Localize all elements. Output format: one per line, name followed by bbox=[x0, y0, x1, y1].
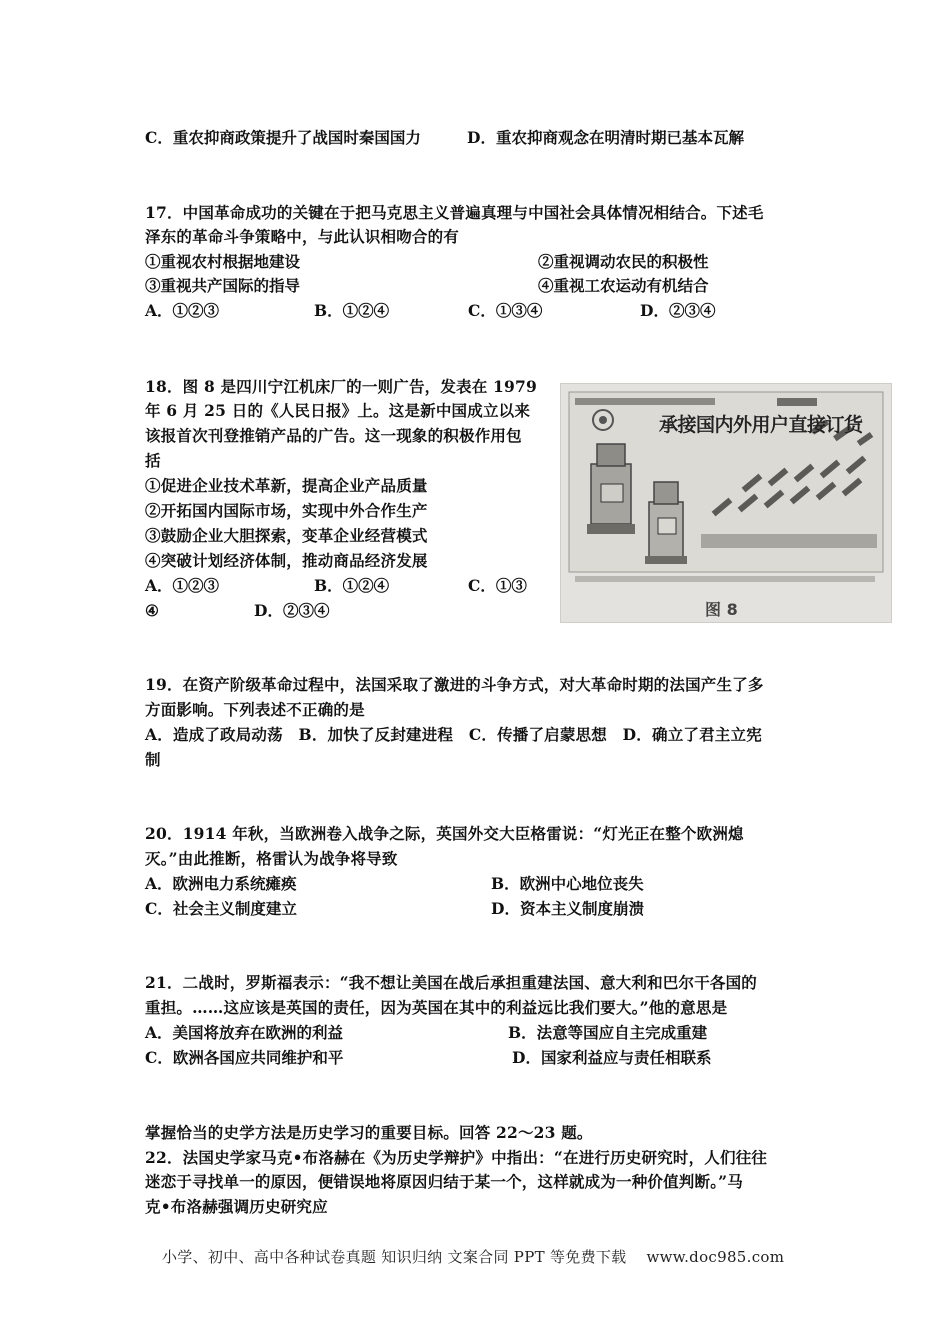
q22-stem-line-3: 克•布洛赫强调历史研究应 bbox=[145, 1197, 328, 1216]
q18-option-c: C．①③ bbox=[468, 576, 527, 595]
q18-stem-line-2: 年 6 月 25 日的《人民日报》上。这是新中国成立以来 bbox=[145, 401, 531, 420]
q17-item-2: ②重视调动农民的积极性 bbox=[538, 252, 709, 271]
q20-option-d: D．资本主义制度崩溃 bbox=[491, 899, 644, 918]
newspaper-ad-figure bbox=[560, 383, 892, 623]
q17-item-1: ①重视农村根据地建设 bbox=[145, 252, 301, 271]
q20-option-c: C．社会主义制度建立 bbox=[145, 899, 297, 918]
page-footer bbox=[162, 1246, 784, 1267]
q18-stem-line-3: 该报首次刊登推销产品的广告。这一现象的积极作用包 bbox=[145, 426, 522, 445]
q21-option-b: B．法意等国应自主完成重建 bbox=[508, 1023, 708, 1042]
q18-option-c-cont: ④ bbox=[145, 601, 159, 620]
q21-stem-line-2: 重担。……这应该是英国的责任，因为英国在其中的利益远比我们要大。”他的意思是 bbox=[145, 998, 728, 1017]
q21-option-a: A．美国将放弃在欧洲的利益 bbox=[145, 1023, 344, 1042]
figure-caption: 图 8 bbox=[705, 600, 738, 619]
q18-option-a: A．①②③ bbox=[145, 576, 220, 595]
q18-stem-line-4: 括 bbox=[145, 451, 161, 470]
q16-option-d: D．重农抑商观念在明清时期已基本瓦解 bbox=[467, 128, 744, 147]
q18-item-4: ④突破计划经济体制，推动商品经济发展 bbox=[145, 551, 428, 570]
q20-option-b: B．欧洲中心地位丧失 bbox=[491, 874, 644, 893]
q20-option-a: A．欧洲电力系统瘫痪 bbox=[145, 874, 297, 893]
q18-stem-line-1: 18．图 8 是四川宁江机床厂的一则广告，发表在 1979 bbox=[145, 377, 537, 396]
q18-option-b: B．①②④ bbox=[314, 576, 390, 595]
q18-item-3: ③鼓励企业大胆探索，变革企业经营模式 bbox=[145, 526, 428, 545]
q17-option-d: D．②③④ bbox=[640, 301, 716, 320]
q21-option-c: C．欧洲各国应共同维护和平 bbox=[145, 1048, 344, 1067]
q19-stem-line-2: 方面影响。下列表述不正确的是 bbox=[145, 700, 365, 719]
q20-stem-line-1: 20．1914 年秋，当欧洲卷入战争之际，英国外交大臣格雷说：“灯光正在整个欧洲熄 bbox=[145, 824, 744, 843]
q18-option-d: D．②③④ bbox=[254, 601, 330, 620]
q17-option-c: C．①③④ bbox=[468, 301, 543, 320]
footer-text: 小学、初中、高中各种试卷真题 知识归纳 文案合同 PPT 等免费下载 bbox=[162, 1248, 627, 1266]
q17-stem-line-2: 泽东的革命斗争策略中，与此认识相吻合的有 bbox=[145, 227, 460, 246]
q18-item-2: ②开拓国内国际市场，实现中外合作生产 bbox=[145, 501, 428, 520]
footer-url[interactable]: www.doc985.com bbox=[646, 1248, 785, 1266]
newspaper-ad-headline: 承接国内外用户直接订货 bbox=[659, 414, 863, 436]
q21-option-d: D．国家利益应与责任相联系 bbox=[512, 1048, 712, 1067]
q19-stem-line-1: 19．在资产阶级革命过程中，法国采取了激进的斗争方式，对大革命时期的法国产生了多 bbox=[145, 675, 764, 694]
q17-option-b: B．①②④ bbox=[314, 301, 390, 320]
q22-stem-line-2: 迷恋于寻找单一的原因，便错误地将原因归结于某一个，这样就成为一种价值判断。”马 bbox=[145, 1172, 743, 1191]
q17-stem-line-1: 17．中国革命成功的关键在于把马克思主义普遍真理与中国社会具体情况相结合。下述毛 bbox=[145, 203, 764, 222]
q17-option-a: A．①②③ bbox=[145, 301, 220, 320]
q19-options-line-2: 制 bbox=[145, 750, 161, 769]
q22-stem-line-1: 22．法国史学家马克•布洛赫在《为历史学辩护》中指出：“在进行历史研究时，人们往往 bbox=[145, 1148, 768, 1167]
q18-item-1: ①促进企业技术革新，提高企业产品质量 bbox=[145, 476, 428, 495]
q19-options-line-1: A．造成了政局动荡 B．加快了反封建进程 C．传播了启蒙思想 D．确立了君主立宪 bbox=[145, 725, 762, 744]
section-intro-22-23: 掌握恰当的史学方法是历史学习的重要目标。回答 22～23 题。 bbox=[145, 1123, 593, 1142]
q17-item-3: ③重视共产国际的指导 bbox=[145, 276, 301, 295]
q21-stem-line-1: 21．二战时，罗斯福表示：“我不想让美国在战后承担重建法国、意大利和巴尔干各国的 bbox=[145, 973, 757, 992]
q17-item-4: ④重视工农运动有机结合 bbox=[538, 276, 709, 295]
q20-stem-line-2: 灭。”由此推断，格雷认为战争将导致 bbox=[145, 849, 398, 868]
q16-option-c: C．重农抑商政策提升了战国时秦国国力 bbox=[145, 128, 421, 147]
